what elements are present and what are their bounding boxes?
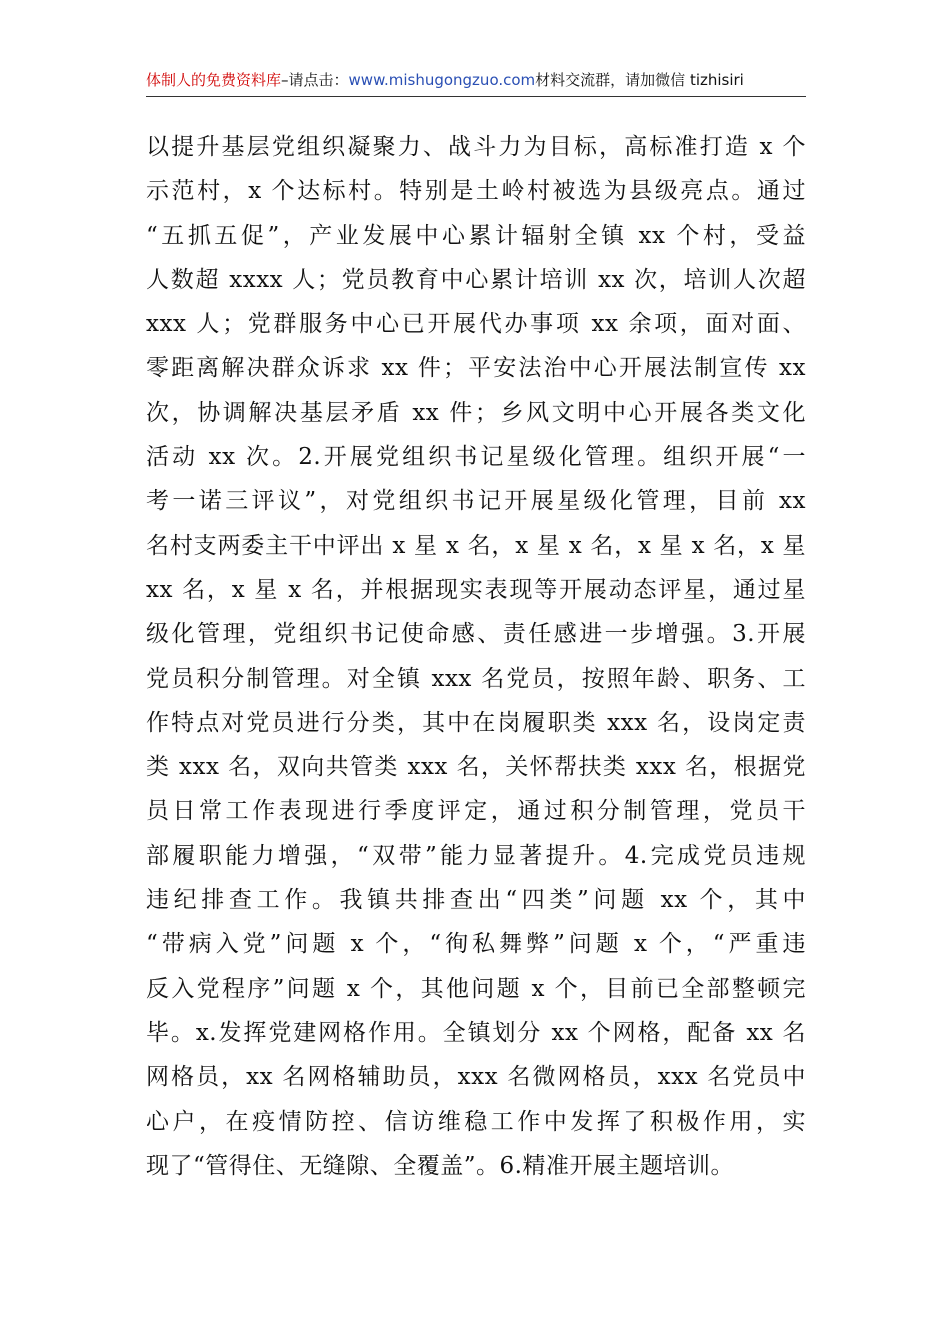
body-line: 反入党程序”问题 x 个，其他问题 x 个，目前已全部整顿完 [146, 975, 806, 1002]
body-line: 人数超 xxxx 人；党员教育中心累计培训 xx 次，培训人次超 [146, 266, 806, 293]
body-line: xx 名，x 星 x 名，并根据现实表现等开展动态评星，通过星 [146, 576, 806, 603]
document-body [146, 125, 806, 1188]
body-line: 考一诺三评议”，对党组织书记开展星级化管理，目前 xx [146, 488, 806, 515]
page-header [146, 66, 806, 97]
body-line: 活动 xx 次。2.开展党组织书记星级化管理。组织开展“一 [146, 444, 806, 471]
body-line: “五抓五促”，产业发展中心累计辐射全镇 xx 个村，受益 [146, 222, 806, 249]
body-line: 类 xxx 名，双向共管类 xxx 名，关怀帮扶类 xxx 名，根据党 [146, 754, 806, 781]
body-line: 员日常工作表现进行季度评定，通过积分制管理，党员干 [146, 798, 806, 825]
body-line: 级化管理，党组织书记使命感、责任感进一步增强。3.开展 [146, 621, 806, 648]
header-prompt: –请点击： [281, 71, 349, 89]
body-line: 部履职能力增强，“双带”能力显著提升。4.完成党员违规 [146, 842, 806, 869]
body-line: 心户，在疫情防控、信访维稳工作中发挥了积极作用，实 [146, 1108, 806, 1135]
body-line: 党员积分制管理。对全镇 xxx 名党员，按照年龄、职务、工 [146, 665, 806, 692]
body-line: 次，协调解决基层矛盾 xx 件；乡风文明中心开展各类文化 [146, 399, 806, 426]
header-site-name: 体制人的免费资料库 [146, 71, 282, 89]
body-line: 作特点对党员进行分类，其中在岗履职类 xxx 名，设岗定责 [146, 709, 806, 736]
body-line: 现了“管得住、无缝隙、全覆盖”。6.精准开展主题培训。 [146, 1152, 734, 1179]
body-line: 以提升基层党组织凝聚力、战斗力为目标，高标准打造 x 个 [146, 134, 806, 160]
header-url-link[interactable]: www.mishugongzuo.com [348, 71, 536, 89]
header-contact: 材料交流群，请加微信 tizhisiri [535, 71, 744, 89]
body-line: “带病入党”问题 x 个，“徇私舞弊”问题 x 个，“严重违 [146, 931, 806, 958]
body-line: 毕。x.发挥党建网格作用。全镇划分 xx 个网格，配备 xx 名 [146, 1019, 806, 1046]
body-line: 违纪排查工作。我镇共排查出“四类”问题 xx 个，其中 [146, 887, 806, 914]
body-line: 网格员，xx 名网格辅助员，xxx 名微网格员，xxx 名党员中 [146, 1064, 806, 1091]
body-line: 零距离解决群众诉求 xx 件；平安法治中心开展法制宣传 xx [146, 355, 806, 382]
body-line: 名村支两委主干中评出 x 星 x 名，x 星 x 名，x 星 x 名，x 星 [146, 532, 806, 559]
body-line: xxx 人；党群服务中心已开展代办事项 xx 余项，面对面、 [146, 311, 806, 338]
body-line: 示范村，x 个达标村。特别是土岭村被选为县级亮点。通过 [146, 178, 806, 205]
